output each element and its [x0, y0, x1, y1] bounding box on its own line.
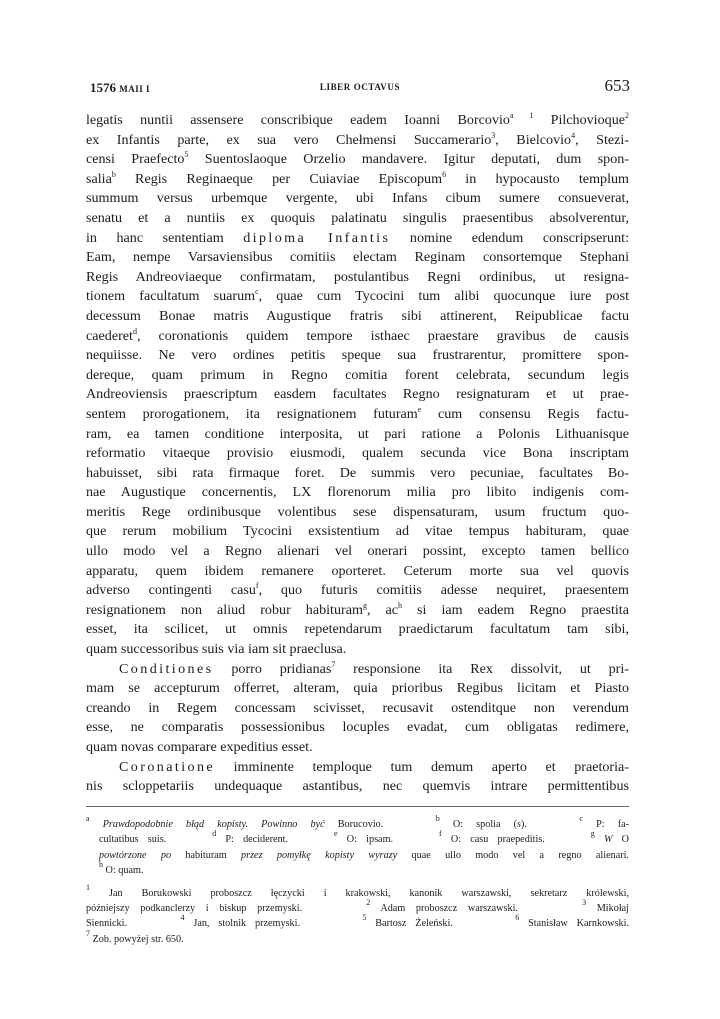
text-line: resignationem non aliud robur habituram$^g$, $ac^h$ si iam eadem Regno praestita	[86, 600, 629, 618]
explanatory-note-line: $^7$ Zob. powyżej str. 650.	[86, 928, 184, 945]
header-month: MAII I	[119, 84, 151, 94]
text-line: in hanc sententiam diploma Infantis nomine edendum conscripserunt:	[86, 229, 629, 246]
text-line: senatu et a nuntiis ex quoquis palatinatu singulis praesentibus absolverentur,	[86, 209, 629, 226]
text-line: quam novas comparare expeditius esset.	[86, 739, 313, 755]
text-line: caederet$^d$, coronationis quidem tempore isthaec praestare gravibus de causis	[86, 326, 629, 344]
text-line: summum versus urbemque vergente, ubi Infans cibum sumere consueverat,	[86, 190, 629, 207]
critical-apparatus-line: $^h$ O: quam.	[99, 860, 144, 877]
critical-apparatus-line: $^a$ Prawdopodobnie błąd kopisty. Powinno być Borucovio. $^b$ O: spolia (s). $^c$ P: fa-	[86, 814, 629, 830]
critical-apparatus-line: powtórzone po habituram przez pomyłkę kopisty wyrazy quae ullo modo vel a regno alienari.	[99, 849, 630, 861]
text-line: Conditiones porro pridianas$^7$ responsione ita Rex dissolvit, ut pri-	[119, 659, 629, 677]
header-year: 1576	[90, 80, 116, 95]
text-line: quam successoribus suis via iam sit praeclusa.	[86, 641, 347, 658]
text-line: Regis Andreoviaeque confirmatam, postulantibus Regni ordinibus, ut resigna-	[86, 268, 629, 285]
text-line: nae Augustique concernentis, LX florenorum milia pro libito indigenis com-	[86, 484, 629, 501]
text-line: esset, ita scilicet, ut omnis repetendarum praedictarum facultatum tam sibi,	[86, 621, 629, 638]
footnote-gap	[86, 879, 629, 886]
text-line: esse, ne comparatis possessionibus locuples evadat, cum obligatas redimere,	[86, 719, 629, 736]
text-line: Coronatione imminente temploque tum demum aperto et praetoria-	[119, 758, 629, 775]
explanatory-note-line: Siennicki. $^4$ Jan, stolnik przemyski. $^5$ Bartosz Żeleński. $^6$ Stanisław Karnkowski.	[86, 913, 630, 930]
text-line: sentem prorogationem, ita resignationem futuram$^e$ cum consensu Regis factu-	[86, 404, 629, 422]
text-line: salia$^b$ Regis Reginaeque per Cuiaviae Episcopum$^6$ in hypocausto templum	[86, 169, 630, 187]
text-line: tionem facultatum suarum$^c$, quae cum Tycocini tum alibi quocunque iure post	[86, 287, 629, 305]
text-line: adverso contingenti casu$^f$, quo futuris comitiis adesse nequiret, praesentem	[86, 581, 630, 599]
critical-apparatus-line: cultatibus suis. $^d$ P: deciderent. $^e$ O: ipsam. $^f$ O: casu praepeditis. $^g$ W O	[99, 829, 630, 846]
text-line: ram, ea tamen conditione interposita, ut pari ratione a Polonis Lithuanisque	[86, 425, 629, 442]
text-line: apparatu, quem ibidem remanere oporteret. Ceterum morte sua vel quovis	[86, 562, 629, 579]
running-header	[90, 68, 630, 98]
page-number: 653	[604, 76, 630, 95]
text-line: dereque, quam primum in Regno comitia forent celebrata, secundum legis	[86, 366, 629, 383]
text-line: decessum Bonae matris Augustique fratris sibi attinerent, Reipublicae factu	[86, 307, 629, 324]
footnotes	[86, 814, 630, 947]
footnote-separator	[86, 806, 629, 807]
text-line: creando in Regem concessam scivisset, recusavit ostenditque non verendum	[86, 699, 629, 716]
text-line: que rerum mobilium Tycocini exsistentium ad vitae tempus habituram, quae	[86, 523, 629, 540]
header-title: LIBER OCTAVUS	[319, 82, 401, 92]
main-text	[86, 111, 629, 797]
text-line: ex Infantis parte, ex sua vero Chełmensi Succamerario$^3$, Bielcovio$^4$, Stezi-	[86, 130, 629, 148]
text-line: ullo modo vel a Regno alienari vel onerari possint, excepto tamen bellico	[86, 543, 629, 560]
text-line: reformatio vitaeque provisio eiusmodi, qualem secunda vice Bona inscriptam	[86, 445, 629, 462]
text-line: censi Praefecto$^5$ Suentoslaoque Orzelio mandavere. Igitur deputati, dum spon-	[86, 150, 629, 168]
text-line: mam se accepturum offerret, alteram, quia prioribus Regibus licitam et Piasto	[86, 680, 629, 697]
text-line: legatis nuntii assensere conscribique eadem Ioanni Borcovio$^{a 1}$ Pilchovioque$^2$	[86, 111, 629, 128]
text-line: meritis Rege ordinibusque volentibus sese dispensaturam, usum fructum quo-	[86, 503, 629, 520]
text-line: nis scloppetariis undequaque astantibus, nec quemvis intrare permittentibus	[86, 778, 629, 795]
text-line: Andreoviensis praescriptum easdem facultates Regno resignaturam et ut prae-	[86, 386, 629, 403]
text-line: habuisset, sibi rata firmaque foret. De summis vero pecuniae, facultates Bo-	[86, 464, 629, 481]
text-line: Eam, nempe Varsaviensibus comitiis electam Reginam consortemque Stephani	[86, 249, 629, 266]
explanatory-note-line: późniejszy podkanclerzy i biskup przemyski. $^2$ Adam proboszcz warszawski. $^3$ Mikołaj	[86, 897, 630, 914]
explanatory-note-line: $^1$ Jan Borukowski proboszcz łęczycki i krakowski, kanonik warszawski, sekretarz królewski,	[86, 882, 629, 899]
text-line: nequiisse. Ne vero ordines petitis speque sua frustrarentur, promittere spon-	[86, 347, 629, 364]
